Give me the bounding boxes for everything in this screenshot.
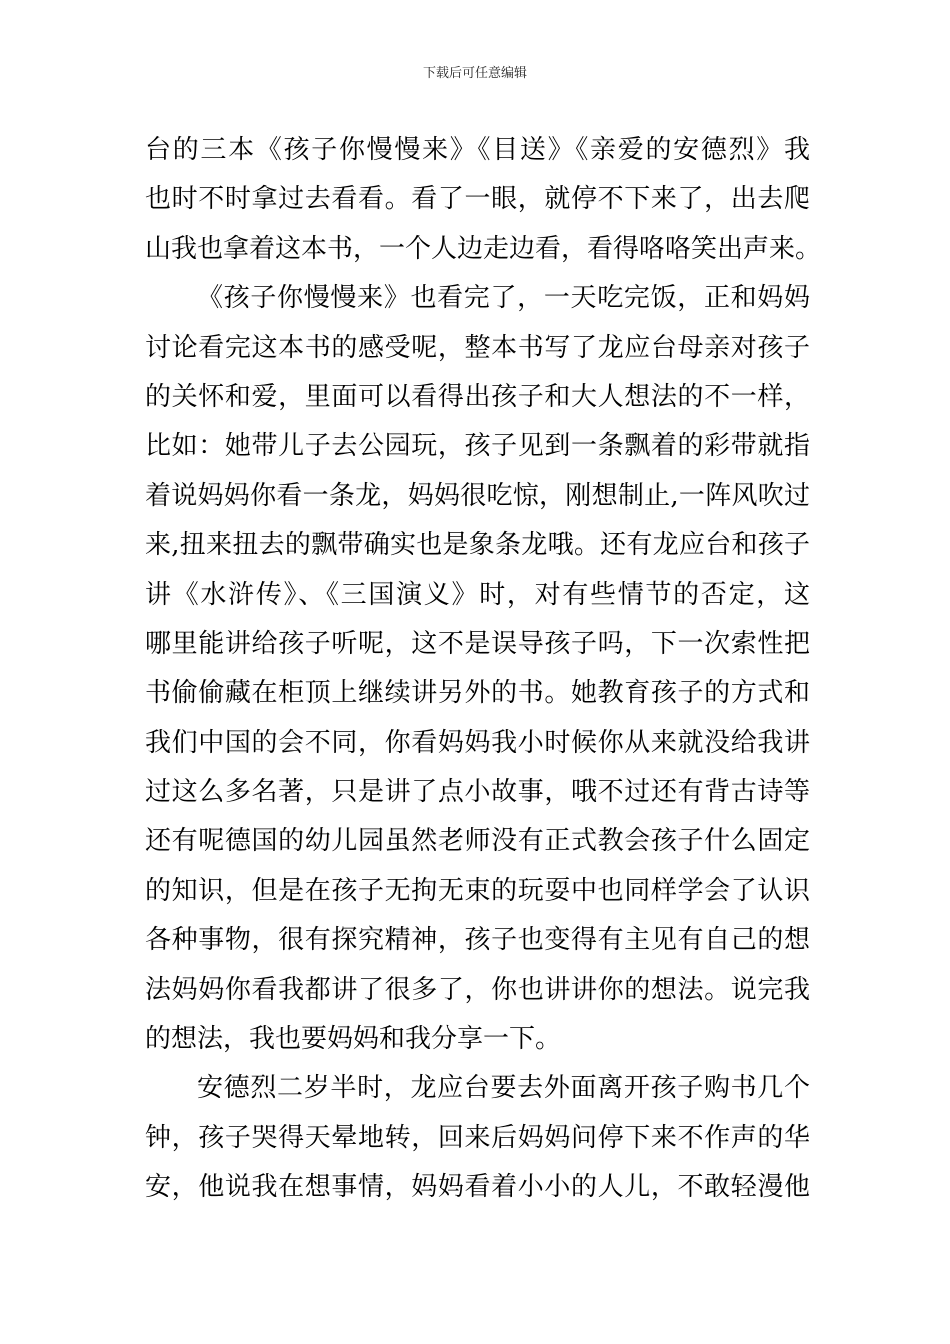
text-line: 山我也拿着这本书，一个人边走边看，看得咯咯笑出声来。: [145, 233, 822, 264]
text-line: 讲《水浒传》、《三国演义》时，对有些情节的否定，这: [145, 579, 810, 610]
text-line: 各种事物，很有探究精神，孩子也变得有主见有自己的想: [145, 925, 810, 956]
text-line: 过这么多名著，只是讲了点小故事，哦不过还有背古诗等: [145, 777, 810, 808]
text-line: 钟，孩子哭得天晕地转，回来后妈妈问停下来不作声的华: [145, 1122, 810, 1153]
text-line: 还有呢德国的幼儿园虽然老师没有正式教会孩子什么固定: [145, 826, 810, 857]
text-line: 来,扭来扭去的飘带确实也是象条龙哦。还有龙应台和孩子: [145, 530, 810, 561]
text-line: 书偷偷藏在柜顶上继续讲另外的书。她教育孩子的方式和: [145, 678, 810, 709]
text-line: 比如：她带儿子去公园玩，孩子见到一条飘着的彩带就指: [145, 431, 810, 462]
text-line: 安，他说我在想事情，妈妈看着小小的人儿，不敢轻漫他: [145, 1172, 810, 1203]
document-body: [145, 126, 822, 1213]
text-line: 台的三本《孩子你慢慢来》《目送》《亲爱的安德烈》我: [145, 135, 810, 165]
text-line: 哪里能讲给孩子听呢，这不是误导孩子吗，下一次索性把: [145, 628, 810, 659]
text-line: 我们中国的会不同，你看妈妈我小时候你从来就没给我讲: [145, 727, 810, 758]
text-line: 讨论看完这本书的感受呢，整本书写了龙应台母亲对孩子: [145, 332, 810, 363]
text-line: 《孩子你慢慢来》也看完了，一天吃完饭，正和妈妈: [197, 283, 810, 314]
text-line: 安德烈二岁半时，龙应台要去外面离开孩子购书几个: [197, 1073, 810, 1104]
text-line: 的想法，我也要妈妈和我分享一下。: [145, 1024, 562, 1055]
text-line: 法妈妈你看我都讲了很多了，你也讲讲你的想法。说完我: [145, 974, 810, 1005]
text-line: 也时不时拿过去看看。看了一眼，就停不下来了，出去爬: [145, 184, 810, 215]
text-line: 着说妈妈你看一条龙，妈妈很吃惊，刚想制止,一阵风吹过: [145, 480, 810, 511]
text-line: 的知识，但是在孩子无拘无束的玩耍中也同样学会了认识: [145, 875, 810, 906]
text-line: 的关怀和爱，里面可以看得出孩子和大人想法的不一样，: [145, 381, 810, 412]
page-header: 下载后可任意编辑: [422, 66, 527, 81]
